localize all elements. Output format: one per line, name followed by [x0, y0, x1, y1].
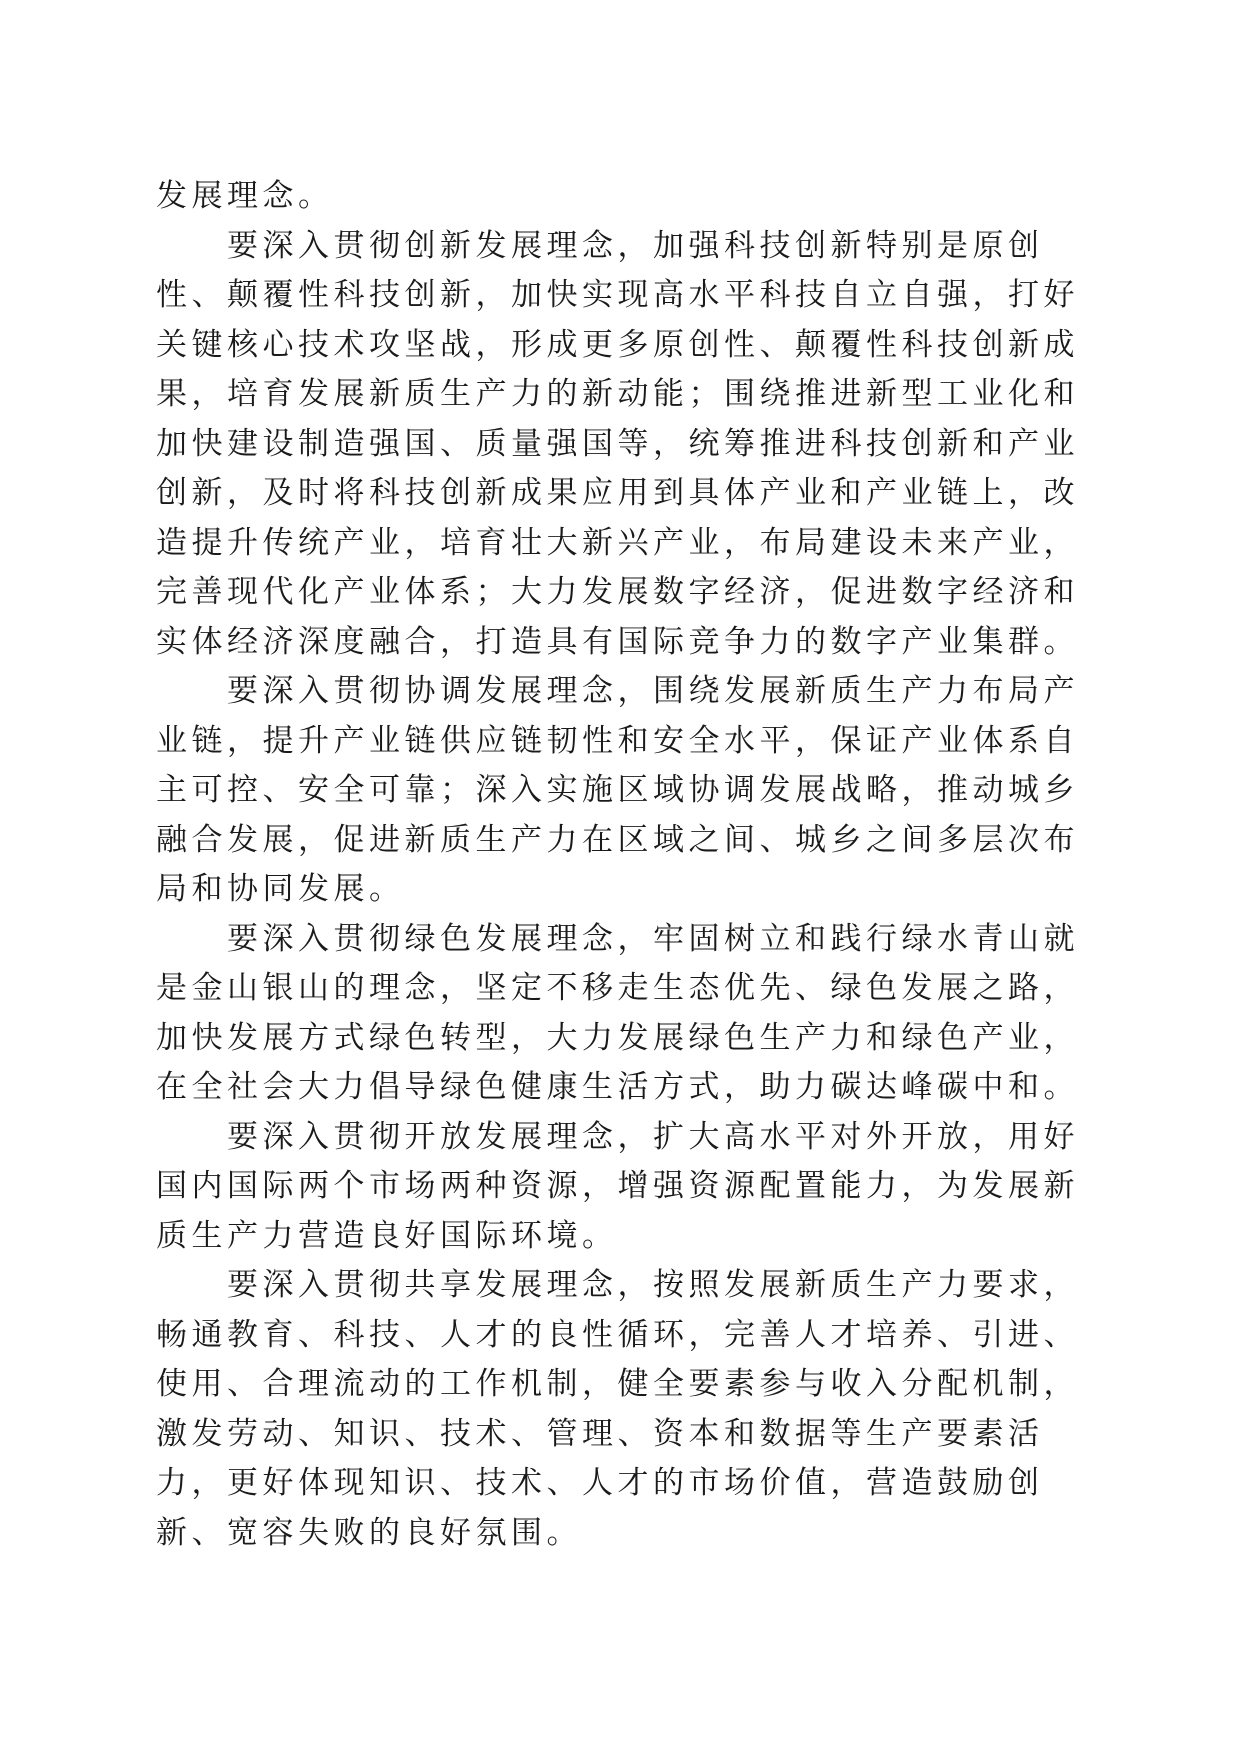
- paragraph-coordination: 要深入贯彻协调发展理念，围绕发展新质生产力布局产业链，提升产业链供应链韧性和安全水平，保证产业体系自主可控、安全可靠；深入实施区域协调发展战略，推动城乡融合发展，促进新质生产力在区域之间、城乡之间多层次布局和协同发展。: [156, 673, 1079, 907]
- paragraph-sharing: 要深入贯彻共享发展理念，按照发展新质生产力要求，畅通教育、科技、人才的良性循环，完善人才培养、引进、使用、合理流动的工作机制，健全要素参与收入分配机制，激发劳动、知识、技术、管理、资本和数据等生产要素活力，更好体现知识、技术、人才的市场价值，营造鼓励创新、宽容失败的良好氛围。: [156, 1267, 1079, 1551]
- paragraph-continuation: 发展理念。: [156, 178, 334, 214]
- paragraph-openness: 要深入贯彻开放发展理念，扩大高水平对外开放，用好国内国际两个市场两种资源，增强资源配置能力，为发展新质生产力营造良好国际环境。: [156, 1118, 1079, 1254]
- body-text: [156, 172, 1096, 1558]
- paragraph-green: 要深入贯彻绿色发展理念，牢固树立和践行绿水青山就是金山银山的理念，坚定不移走生态优先、绿色发展之路，加快发展方式绿色转型，大力发展绿色生产力和绿色产业，在全社会大力倡导绿色健康生活方式，助力碳达峰碳中和。: [156, 920, 1079, 1105]
- paragraph-innovation: 要深入贯彻创新发展理念，加强科技创新特别是原创性、颠覆性科技创新，加快实现高水平科技自立自强，打好关键核心技术攻坚战，形成更多原创性、颠覆性科技创新成果，培育发展新质生产力的新动能；围绕推进新型工业化和加快建设制造强国、质量强国等，统筹推进科技创新和产业创新，及时将科技创新成果应用到具体产业和产业链上，改造提升传统产业，培育壮大新兴产业，布局建设未来产业，完善现代化产业体系；大力发展数字经济，促进数字经济和实体经济深度融合，打造具有国际竞争力的数字产业集群。: [156, 227, 1079, 660]
